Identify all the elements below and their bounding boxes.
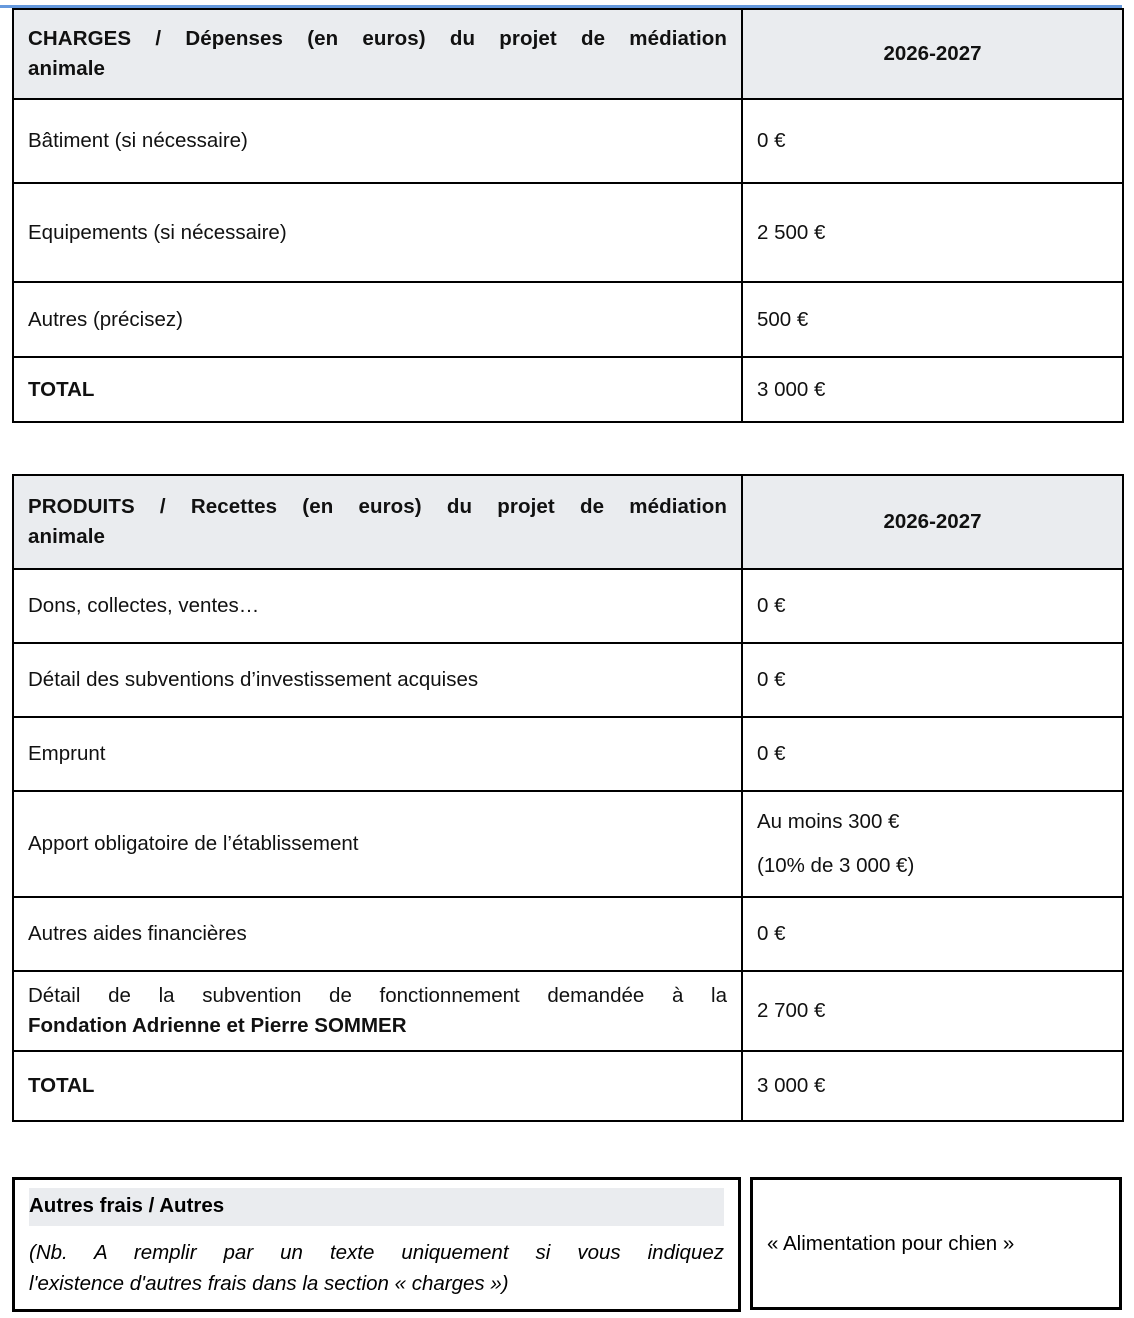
charges-header-label-line2: animale xyxy=(28,57,106,80)
produits-subvention-label xyxy=(13,971,742,1051)
produits-row-value: 0 € xyxy=(742,569,1123,643)
produits-total-value: 3 000 € xyxy=(742,1051,1123,1121)
table-header-row xyxy=(13,475,1123,569)
produits-row-label: Autres aides financières xyxy=(13,897,742,971)
produits-row-label: Emprunt xyxy=(13,717,742,791)
autres-frais-title: Autres frais / Autres xyxy=(29,1188,724,1226)
table-row xyxy=(13,643,1123,717)
autres-frais-note xyxy=(29,1238,724,1300)
produits-header-label-line2: animale xyxy=(28,525,106,548)
autres-frais-note-line1: (Nb. A remplir par un texte uniquement si vous indiquez xyxy=(29,1240,724,1264)
produits-row-value: 0 € xyxy=(742,717,1123,791)
produits-row-value-apport xyxy=(742,791,1123,897)
charges-row-label: Autres (précisez) xyxy=(13,282,742,357)
autres-frais-label-box xyxy=(12,1177,741,1312)
charges-row-value: 0 € xyxy=(742,99,1123,183)
charges-table xyxy=(12,8,1124,423)
charges-row-label: Bâtiment (si nécessaire) xyxy=(13,99,742,183)
charges-row-value: 2 500 € xyxy=(742,183,1123,282)
charges-header-label-line1: CHARGES / Dépenses (en euros) du projet de médiation xyxy=(28,27,727,51)
produits-header-label-line1: PRODUITS / Recettes (en euros) du projet de médiation xyxy=(28,495,727,519)
autres-frais-note-line2: l'existence d'autres frais dans la section « charges ») xyxy=(29,1271,509,1295)
produits-row-label: Dons, collectes, ventes… xyxy=(13,569,742,643)
table-row xyxy=(13,282,1123,357)
produits-row-label: Apport obligatoire de l’établissement xyxy=(13,791,742,897)
charges-header-period: 2026-2027 xyxy=(742,9,1123,99)
produits-row-label: Détail des subventions d’investissement acquises xyxy=(13,643,742,717)
produits-header-period: 2026-2027 xyxy=(742,475,1123,569)
produits-subvention-label-line1: Détail de la subvention de fonctionnement demandée à la xyxy=(28,984,727,1008)
table-header-row xyxy=(13,9,1123,99)
autres-frais-value-box xyxy=(750,1177,1122,1310)
charges-row-label: Equipements (si nécessaire) xyxy=(13,183,742,282)
charges-total-value: 3 000 € xyxy=(742,357,1123,422)
produits-subvention-label-line2: Fondation Adrienne et Pierre SOMMER xyxy=(28,1014,407,1037)
produits-header-label xyxy=(13,475,742,569)
table-row xyxy=(13,99,1123,183)
table-total-row xyxy=(13,357,1123,422)
charges-row-value: 500 € xyxy=(742,282,1123,357)
table-row xyxy=(13,569,1123,643)
table-row xyxy=(13,971,1123,1051)
produits-subvention-value: 2 700 € xyxy=(742,971,1123,1051)
produits-row-value: 0 € xyxy=(742,643,1123,717)
produits-row-value: 0 € xyxy=(742,897,1123,971)
produits-apport-amount: Au moins 300 € xyxy=(757,810,900,834)
table-row xyxy=(13,183,1123,282)
table-row xyxy=(13,717,1123,791)
charges-header-label xyxy=(13,9,742,99)
table-row xyxy=(13,791,1123,897)
autres-frais-value: « Alimentation pour chien » xyxy=(767,1231,1015,1255)
produits-total-label: TOTAL xyxy=(13,1051,742,1121)
table-total-row xyxy=(13,1051,1123,1121)
table-row xyxy=(13,897,1123,971)
produits-apport-detail: (10% de 3 000 €) xyxy=(757,854,915,877)
produits-table xyxy=(12,474,1124,1122)
charges-total-label: TOTAL xyxy=(13,357,742,422)
